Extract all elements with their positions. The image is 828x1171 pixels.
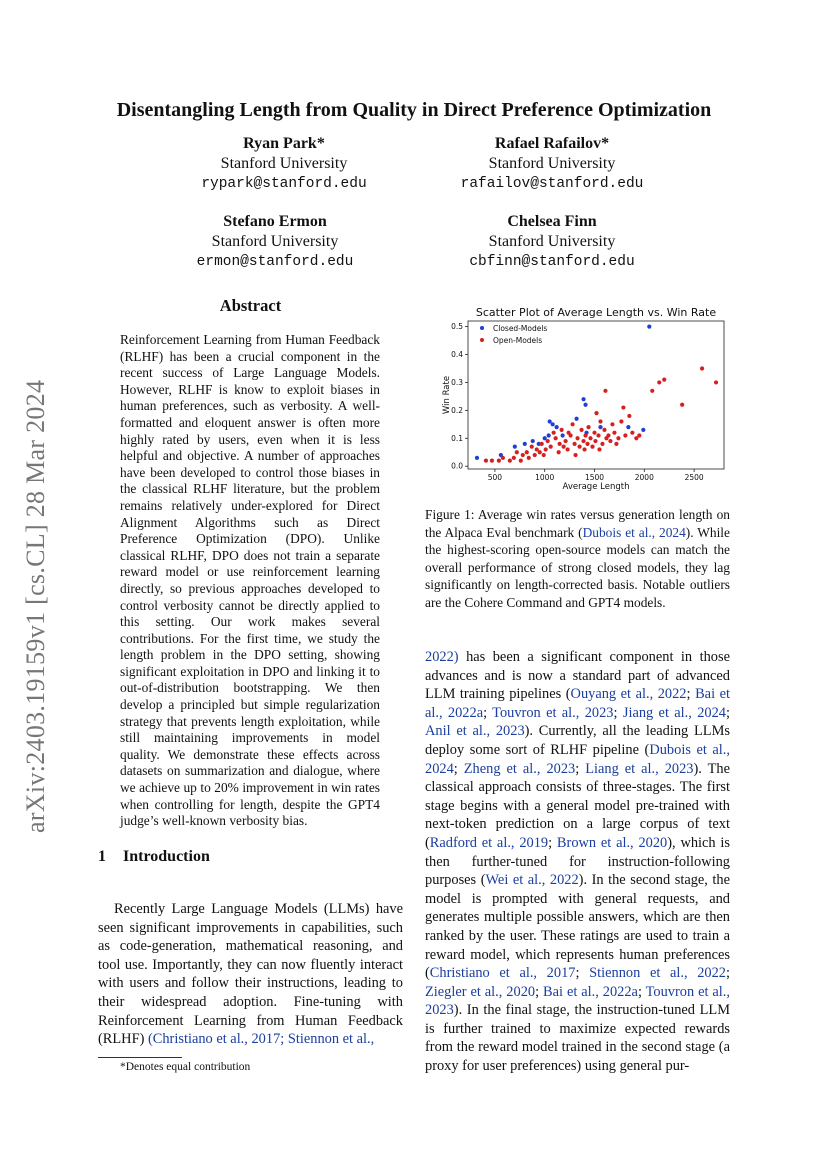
closed-model-point bbox=[547, 433, 551, 437]
author-email[interactable]: rypark@stanford.edu bbox=[201, 176, 367, 192]
author-affiliation: Stanford University bbox=[220, 155, 348, 172]
closed-model-point bbox=[523, 442, 527, 446]
arxiv-stamp: arXiv:2403.19159v1 [cs.CL] 28 Mar 2024 bbox=[21, 379, 50, 833]
body-text: ; bbox=[535, 983, 544, 1000]
citation-link[interactable]: Liang et al., 2023 bbox=[585, 760, 694, 777]
y-axis-label: Win Rate bbox=[442, 375, 452, 415]
author-name: Stefano Ermon bbox=[223, 213, 327, 230]
citation-link[interactable]: Radford et al., 2019 bbox=[429, 834, 549, 851]
open-model-point bbox=[544, 447, 548, 451]
open-model-point bbox=[583, 433, 587, 437]
author-affiliation: Stanford University bbox=[488, 233, 616, 250]
open-model-point bbox=[575, 436, 579, 440]
open-model-point bbox=[564, 439, 568, 443]
closed-model-point bbox=[551, 422, 555, 426]
body-text: ; bbox=[453, 760, 464, 777]
open-model-point bbox=[593, 439, 597, 443]
open-model-point bbox=[497, 459, 501, 463]
open-model-point bbox=[490, 459, 494, 463]
open-model-point bbox=[700, 366, 704, 370]
open-model-point bbox=[558, 442, 562, 446]
closed-model-point bbox=[513, 445, 517, 449]
open-model-point bbox=[627, 414, 631, 418]
citation-link[interactable]: Dubois et al., 2024 bbox=[582, 524, 686, 540]
author-block bbox=[392, 212, 712, 272]
open-model-point bbox=[542, 453, 546, 457]
open-model-point bbox=[568, 433, 572, 437]
body-text: ; bbox=[613, 704, 623, 721]
abstract-heading: Abstract bbox=[219, 296, 282, 315]
citation-link[interactable]: Touvron et al., 2023 bbox=[492, 704, 614, 721]
citation-link[interactable]: 2022) bbox=[425, 649, 459, 665]
closed-model-point bbox=[531, 439, 535, 443]
body-text: ; bbox=[686, 686, 696, 703]
open-model-point bbox=[657, 380, 661, 384]
open-model-point bbox=[533, 453, 537, 457]
body-text: ; bbox=[725, 704, 730, 721]
author-block bbox=[115, 212, 435, 272]
body-text: ). In the final stage, the instruction-tuned LLM is further trained to maximize expected rewards from the reward model trained in the second stage (a proxy for user preferences) using general pur- bbox=[425, 1002, 730, 1075]
open-model-point bbox=[538, 450, 542, 454]
body-text: ; bbox=[548, 834, 557, 851]
open-model-point bbox=[630, 431, 634, 435]
open-model-point bbox=[512, 456, 516, 460]
open-model-point bbox=[598, 419, 602, 423]
x-axis-label: Average Length bbox=[562, 482, 630, 492]
open-model-point bbox=[508, 459, 512, 463]
abstract-text: Reinforcement Learning from Human Feedback (RLHF) has been a crucial component in the recent success of Large Language Models. However, RLHF is know to exploit biases in human preferences, such as verbosity. A well-formatted and eloquent answer is often more highly rated by users, even when it is less helpful and objective. A number of approaches have been developed to control those biases in the classical RLHF literature, but the problem remains relatively under-explored for Direct Alignment Algorithms such as Direct Preference Optimization (DPO). Unlike classical RLHF, DPO does not train a separate reward model or use reinforcement learning directly, so previous approaches developed to control verbosity cannot be directly applied to this setting. Our work makes several contributions. For the first time, we study the length problem in the DPO setting, showing significant exploitation in DPO and linking it to out-of-distribution bootstrapping. We then develop a principled but simple regularization strategy that prevents length exploitation, while still maintaining improvements in model quality. We demonstrate these effects across datasets on summarization and dialogue, where we achieve up to 20% improvement in win rates when controlling for length, despite the GPT4 judge’s well-known verbosity bias. bbox=[120, 332, 380, 829]
open-model-point bbox=[612, 431, 616, 435]
open-model-point bbox=[590, 445, 594, 449]
open-model-point bbox=[581, 439, 585, 443]
open-model-point bbox=[582, 447, 586, 451]
open-model-point bbox=[603, 389, 607, 393]
open-model-point bbox=[585, 442, 589, 446]
open-model-point bbox=[592, 431, 596, 435]
section-title: Introduction bbox=[123, 848, 210, 865]
open-model-point bbox=[637, 433, 641, 437]
open-model-point bbox=[577, 445, 581, 449]
open-model-point bbox=[515, 450, 519, 454]
y-tick-label: 0.1 bbox=[451, 433, 463, 443]
caption-text: Figure 1: Average win rates versus generation length on the Alpaca Eval benchmark ( bbox=[425, 507, 730, 540]
open-model-point bbox=[572, 442, 576, 446]
author-block bbox=[392, 134, 712, 194]
citation-link[interactable]: Ziegler et al., 2020 bbox=[425, 983, 536, 1000]
footnote-rule bbox=[98, 1057, 182, 1058]
open-model-point bbox=[562, 445, 566, 449]
x-tick-label: 2500 bbox=[684, 473, 704, 482]
y-tick-label: 0.0 bbox=[451, 461, 463, 471]
closed-model-point bbox=[555, 425, 559, 429]
y-tick-label: 0.4 bbox=[451, 350, 463, 360]
legend-entry: Open-Models bbox=[493, 336, 543, 345]
body-text: has been a significant component in those advances and is now a standard part of advanced LLM training pipelines ( bbox=[425, 649, 730, 703]
open-model-point bbox=[501, 456, 505, 460]
body-text: ; bbox=[726, 965, 730, 982]
caption-text-rest: ). While the highest-scoring open-source models can match the overall performance of strong closed models, they lag significantly on length-corrected basis. Notable outliers are the Cohere Command and GPT4 models. bbox=[425, 524, 730, 610]
citation-link[interactable]: Touvron et al., 2023 bbox=[425, 983, 730, 1019]
citation-link[interactable]: (Christiano et al., 2017; Stiennon et al., bbox=[147, 1031, 375, 1048]
y-tick-label: 0.2 bbox=[451, 405, 463, 415]
body-text: ). In the second stage, the model is prompted with general requests, and generates multiple possible answers, which are then ranked by the user. These ratings are used to train a reward model, which represents human preferences ( bbox=[425, 872, 731, 982]
closed-model-point bbox=[647, 324, 651, 328]
x-tick-label: 1500 bbox=[584, 473, 605, 482]
intro-text: Recently Large Language Models (LLMs) have seen significant improvements in capabilities, such as code-generation, mathematical reasoning, and tool use. Importantly, they can now fluently interact with users and follow their instructions, leading to their widespread adoption. Fine-tuning with Reinforcement Learning from Human Feedback (RLHF) bbox=[98, 901, 403, 1048]
intro-paragraph bbox=[98, 900, 403, 1049]
author-email[interactable]: cbfinn@stanford.edu bbox=[469, 254, 635, 270]
closed-model-point bbox=[626, 425, 630, 429]
open-model-point bbox=[606, 433, 610, 437]
open-model-point bbox=[573, 453, 577, 457]
open-model-point bbox=[540, 442, 544, 446]
open-model-point bbox=[650, 389, 654, 393]
open-model-point bbox=[530, 445, 534, 449]
author-affiliation: Stanford University bbox=[488, 155, 616, 172]
open-model-point bbox=[519, 459, 523, 463]
open-model-point bbox=[554, 436, 558, 440]
open-model-point bbox=[623, 433, 627, 437]
body-text: ), which is then further-tuned for instruction-following purposes ( bbox=[425, 834, 731, 889]
y-tick-label: 0.5 bbox=[451, 322, 463, 332]
open-model-point bbox=[616, 436, 620, 440]
open-model-point bbox=[680, 403, 684, 407]
citation-link[interactable]: Stiennon et al., 2022 bbox=[589, 965, 726, 982]
open-model-point bbox=[557, 450, 561, 454]
citation-link[interactable]: Christiano et al., 2017 bbox=[429, 965, 576, 982]
open-model-point bbox=[588, 436, 592, 440]
body-text: ). The classical approach consists of three-stages. The first stage begins with a general model pre-trained with next-token prediction on a large corpus of text ( bbox=[425, 760, 730, 851]
footnote: *Denotes equal contribution bbox=[120, 1061, 251, 1073]
chart-title: Scatter Plot of Average Length vs. Win Rate bbox=[475, 306, 717, 319]
open-model-point bbox=[597, 447, 601, 451]
open-model-point bbox=[619, 419, 623, 423]
open-model-point bbox=[600, 442, 604, 446]
author-email[interactable]: ermon@stanford.edu bbox=[196, 254, 354, 270]
open-model-point bbox=[570, 422, 574, 426]
body-text: ; bbox=[483, 704, 493, 721]
author-email[interactable]: rafailov@stanford.edu bbox=[460, 176, 644, 192]
open-model-point bbox=[549, 445, 553, 449]
legend-marker-closed bbox=[480, 326, 484, 330]
body-text: ; bbox=[575, 760, 586, 777]
open-model-point bbox=[579, 428, 583, 432]
open-model-point bbox=[602, 428, 606, 432]
open-model-point bbox=[560, 428, 564, 432]
x-tick-label: 500 bbox=[487, 473, 503, 482]
open-model-point bbox=[610, 422, 614, 426]
closed-model-point bbox=[581, 397, 585, 401]
closed-model-point bbox=[475, 456, 479, 460]
author-name: Ryan Park* bbox=[243, 135, 325, 152]
citation-link[interactable]: Brown et al., 2020 bbox=[556, 834, 668, 851]
figure-caption bbox=[425, 506, 730, 612]
open-model-point bbox=[714, 380, 718, 384]
open-model-point bbox=[586, 425, 590, 429]
closed-model-point bbox=[641, 428, 645, 432]
intro-continued-paragraph bbox=[425, 648, 730, 1076]
open-model-point bbox=[594, 411, 598, 415]
open-model-point bbox=[546, 439, 550, 443]
paper-title: Disentangling Length from Quality in Direct Preference Optimization bbox=[116, 99, 712, 121]
open-model-point bbox=[521, 453, 525, 457]
open-model-point bbox=[614, 442, 618, 446]
citation-link[interactable]: Bai et al., 2022a bbox=[543, 983, 638, 1000]
author-name: Rafael Rafailov* bbox=[494, 135, 610, 152]
x-tick-label: 2000 bbox=[634, 473, 654, 482]
author-name: Chelsea Finn bbox=[507, 213, 597, 230]
open-model-point bbox=[525, 450, 529, 454]
open-model-point bbox=[566, 447, 570, 451]
legend-entry: Closed-Models bbox=[493, 324, 548, 333]
open-model-point bbox=[527, 456, 531, 460]
body-text: ; bbox=[637, 983, 646, 1000]
citation-link[interactable]: Ouyang et al., 2022 bbox=[570, 686, 687, 703]
body-text: ). Currently, all the leading LLMs deploy some sort of RLHF pipeline ( bbox=[425, 723, 730, 758]
closed-model-point bbox=[574, 417, 578, 421]
x-tick-label: 1000 bbox=[535, 473, 555, 482]
citation-link[interactable]: Wei et al., 2022 bbox=[485, 872, 579, 889]
body-text: ; bbox=[575, 965, 590, 982]
chart-legend bbox=[480, 324, 547, 345]
open-model-point bbox=[608, 439, 612, 443]
y-tick-label: 0.3 bbox=[451, 377, 463, 387]
legend-marker-open bbox=[480, 338, 484, 342]
citation-link[interactable]: Zheng et al., 2023 bbox=[463, 760, 576, 777]
open-model-point bbox=[552, 431, 556, 435]
open-model-point bbox=[662, 378, 666, 382]
open-model-point bbox=[621, 405, 625, 409]
author-affiliation: Stanford University bbox=[211, 233, 339, 250]
section-number: 1 bbox=[98, 848, 106, 865]
citation-link[interactable]: Dubois et al., 2024 bbox=[425, 741, 730, 777]
closed-model-point bbox=[583, 403, 587, 407]
section-heading bbox=[98, 848, 210, 866]
scatter-chart bbox=[430, 302, 730, 492]
citation-link[interactable]: Bai et al., 2022a bbox=[425, 686, 730, 721]
citation-link[interactable]: Jiang et al., 2024 bbox=[622, 704, 726, 721]
closed-model-point bbox=[561, 433, 565, 437]
open-model-point bbox=[596, 433, 600, 437]
closed-model-point bbox=[598, 425, 602, 429]
open-model-point bbox=[484, 459, 488, 463]
citation-link[interactable]: Anil et al., 2023 bbox=[425, 723, 525, 740]
